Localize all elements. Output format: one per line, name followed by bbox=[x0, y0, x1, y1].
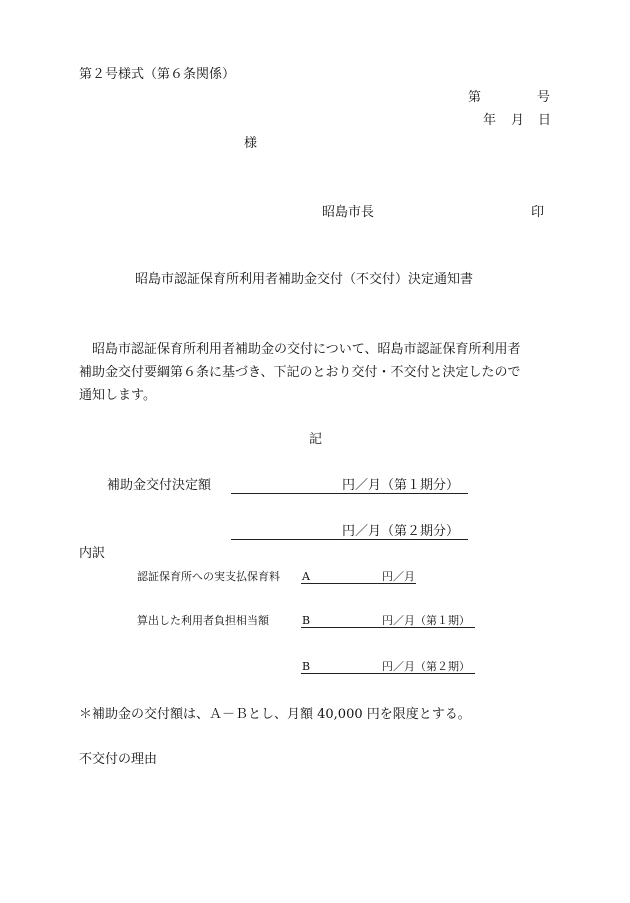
form-number: 第２号様式（第６条関係） bbox=[79, 67, 236, 82]
ki-heading: 記 bbox=[309, 432, 323, 447]
non-grant-reason-label: 不交付の理由 bbox=[79, 752, 158, 767]
date-month: 月 bbox=[511, 113, 525, 128]
burden-letter-1: B bbox=[302, 614, 311, 627]
burden-letter-2: B bbox=[302, 660, 311, 673]
body-line-2: 補助金交付要綱第６条に基づき、下記のとおり交付・不交付と決定したので bbox=[79, 365, 521, 380]
body-line-3: 通知します。 bbox=[79, 388, 156, 403]
actual-fee-letter: A bbox=[302, 570, 310, 583]
breakdown-heading: 内訳 bbox=[79, 546, 106, 561]
date-year: 年 bbox=[483, 113, 497, 128]
decision-label: 補助金交付決定額 bbox=[107, 478, 212, 493]
date-day: 日 bbox=[538, 113, 552, 128]
actual-fee-underline bbox=[301, 583, 416, 584]
burden-underline-1 bbox=[301, 627, 475, 628]
decision-period-2: 円／月（第２期分） bbox=[342, 524, 460, 539]
issuer-name: 昭島市長 bbox=[322, 205, 375, 220]
issuer-seal: 印 bbox=[531, 205, 545, 220]
grant-limit-note: ＊補助金の交付額は、Ａ－Ｂとし、月額 40,000 円を限度とする。 bbox=[79, 707, 471, 722]
decision-underline-2 bbox=[231, 539, 468, 540]
burden-underline-2 bbox=[301, 673, 475, 674]
decision-period-1: 円／月（第１期分） bbox=[342, 478, 460, 493]
document-title: 昭島市認証保育所利用者補助金交付（不交付）決定通知書 bbox=[135, 272, 474, 287]
decision-underline-1 bbox=[231, 493, 468, 494]
burden-unit-1: 円／月（第１期） bbox=[382, 614, 470, 627]
body-line-1: 昭島市認証保育所利用者補助金の交付について、昭島市認証保育所利用者 bbox=[92, 342, 521, 357]
doc-number-dai: 第 bbox=[468, 90, 482, 105]
burden-label: 算出した利用者負担相当額 bbox=[137, 614, 269, 627]
burden-unit-2: 円／月（第２期） bbox=[382, 660, 470, 673]
recipient-suffix: 様 bbox=[244, 136, 258, 151]
doc-number-go: 号 bbox=[537, 90, 551, 105]
actual-fee-unit: 円／月 bbox=[382, 570, 415, 583]
actual-fee-label: 認証保育所への実支払保育料 bbox=[137, 570, 280, 583]
